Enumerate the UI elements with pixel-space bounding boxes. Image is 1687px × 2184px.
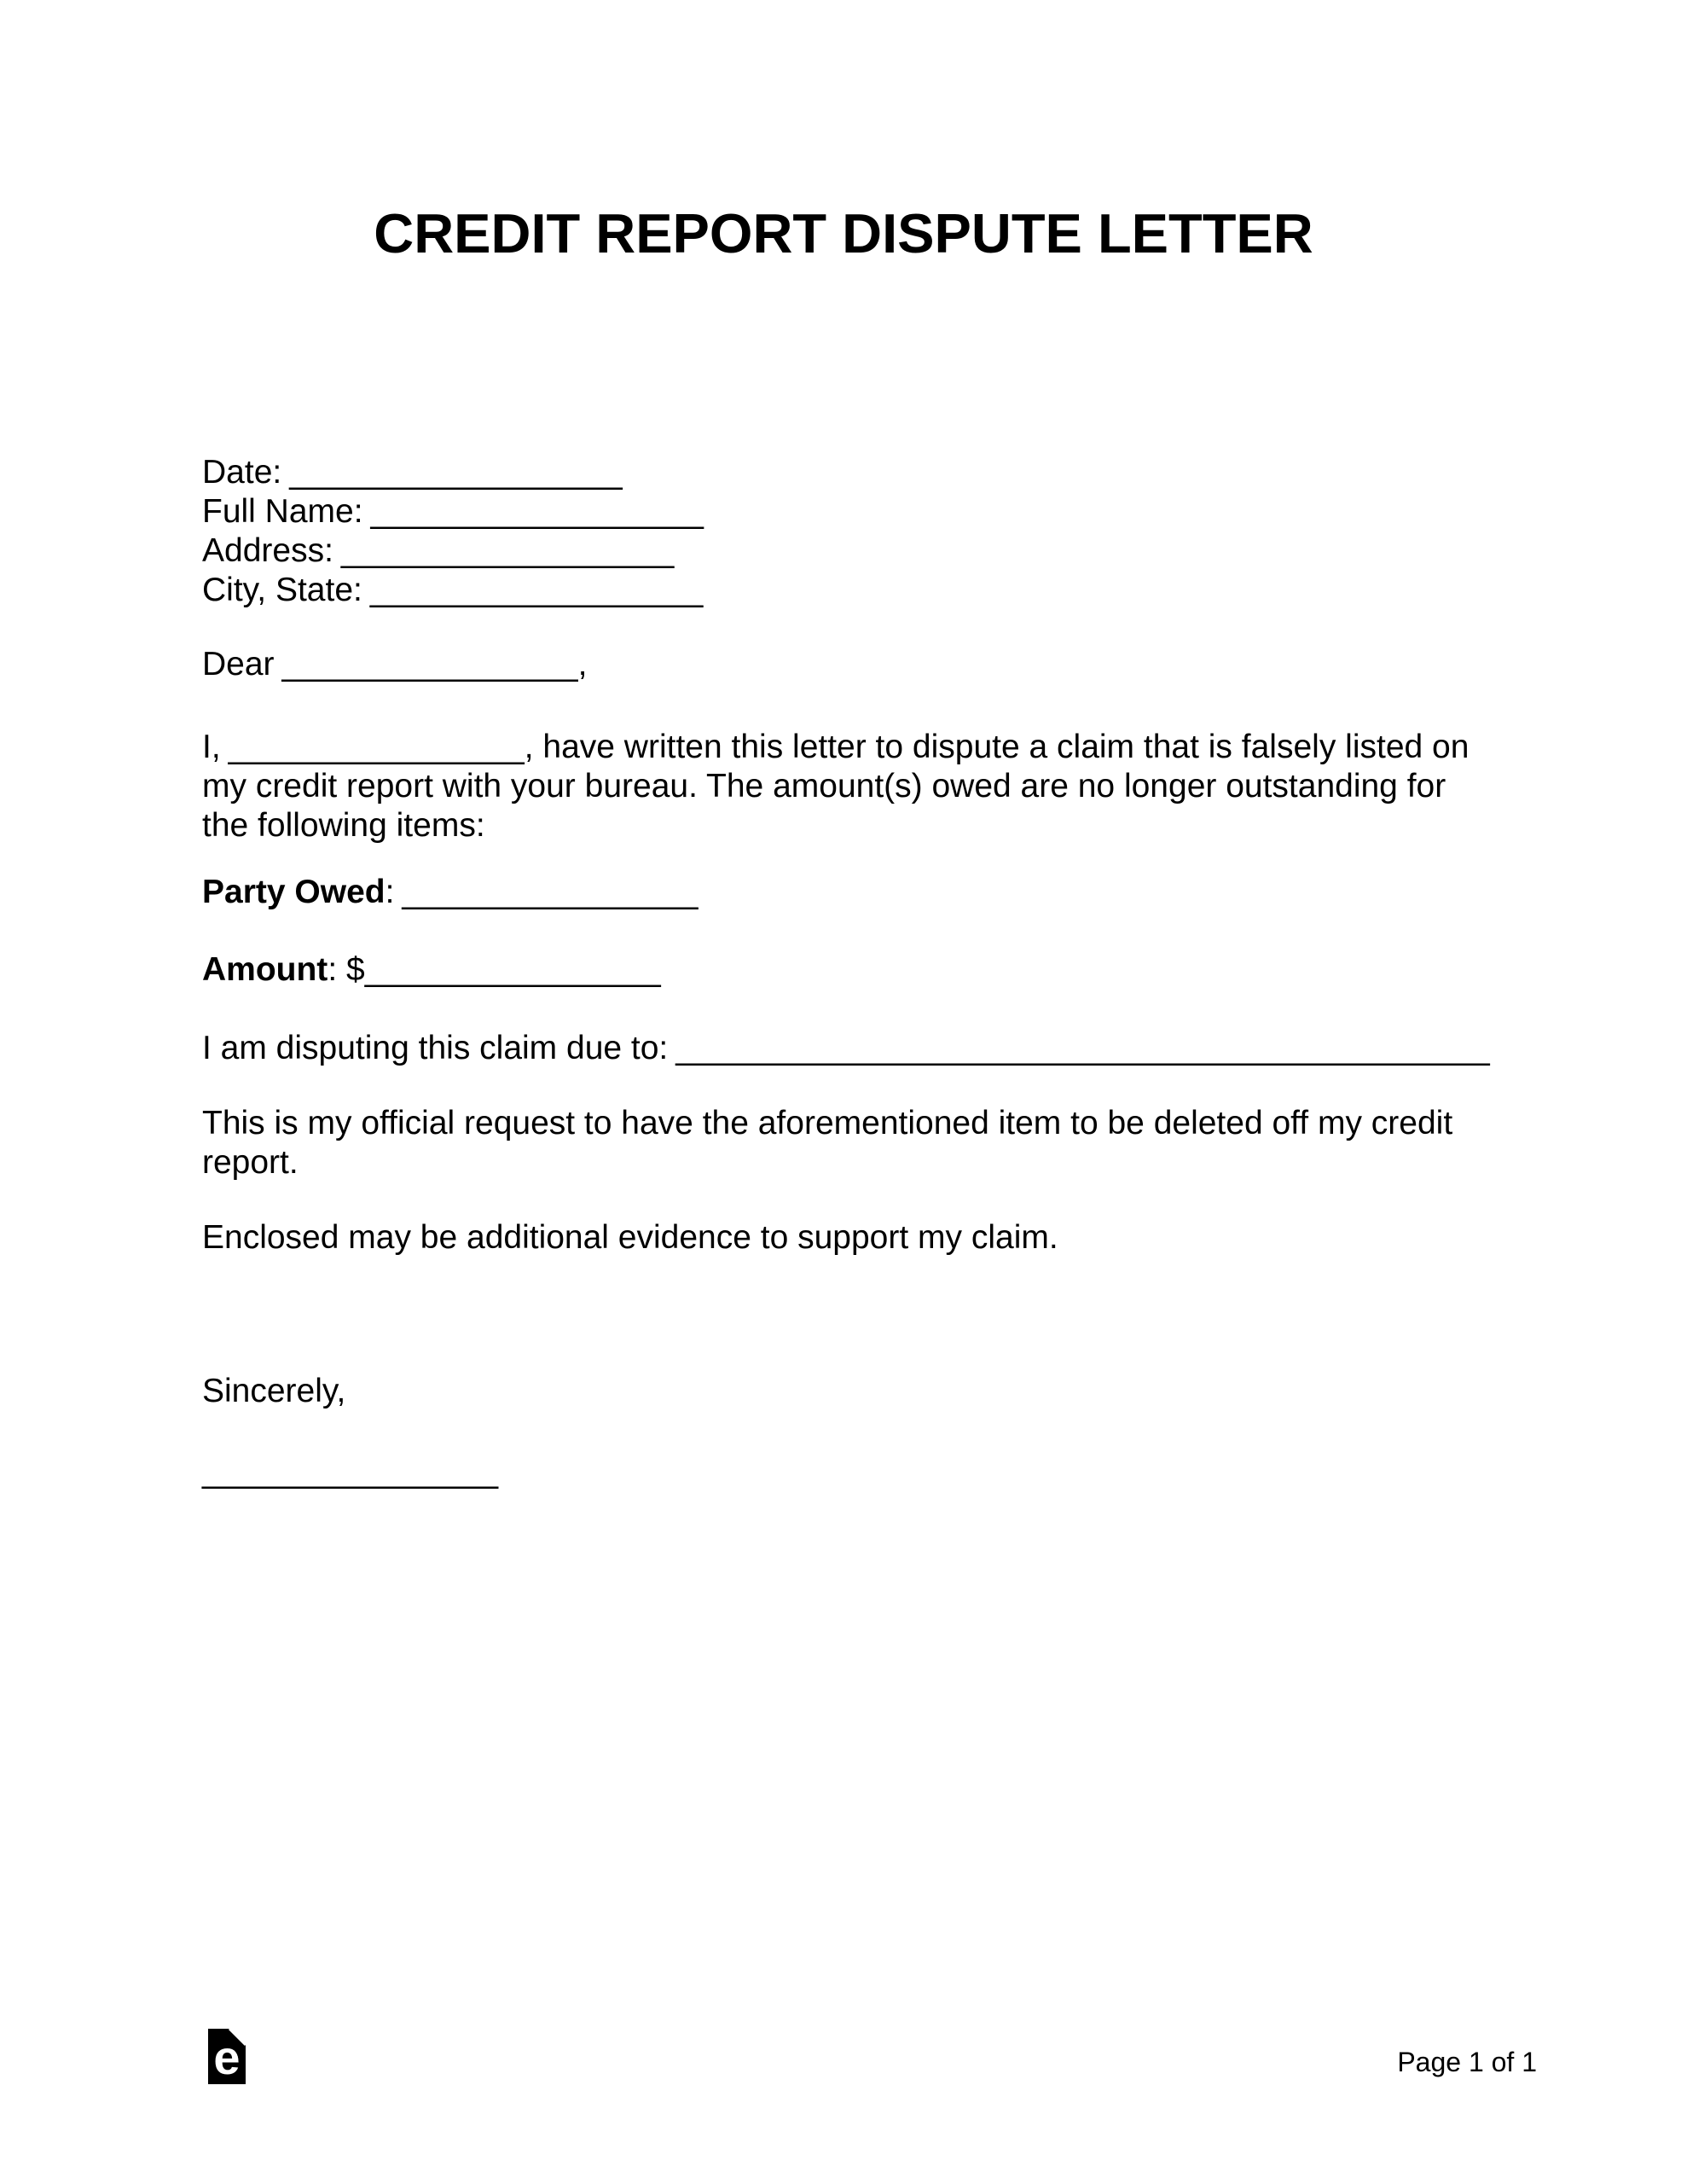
amount-separator: : $ — [328, 951, 365, 988]
opening-prefix: I, — [202, 729, 221, 765]
field-row-date — [202, 453, 704, 492]
salutation-suffix: , — [577, 646, 588, 682]
city-state-blank: __________________ — [369, 572, 704, 608]
dispute-reason-label: I am disputing this claim due to: — [202, 1030, 669, 1066]
salutation-prefix: Dear — [202, 646, 275, 682]
address-blank: __________________ — [340, 532, 675, 569]
enclosure-paragraph: Enclosed may be additional evidence to support my claim. — [202, 1219, 1058, 1256]
date-label: Date: — [202, 454, 282, 491]
amount-line — [202, 950, 661, 990]
amount-blank: ________________ — [364, 951, 661, 988]
dispute-reason-blank: ____________________________________________ — [675, 1030, 1490, 1066]
party-owed-separator: : — [385, 874, 395, 910]
page-indicator: Page 1 of 1 — [1397, 2047, 1537, 2077]
field-row-full-name — [202, 492, 704, 531]
address-label: Address: — [202, 532, 333, 569]
opening-body: , have written this letter to dispute a claim that is falsely listed on my credit report with your bureau. The amount(s) owed are no longer outstanding for the following items: — [202, 729, 1470, 844]
eforms-logo — [208, 2029, 246, 2084]
salutation-line — [202, 645, 587, 684]
sender-name-blank: ________________ — [228, 729, 525, 765]
signature-blank: ________________ — [202, 1453, 499, 1490]
party-owed-line — [202, 873, 698, 912]
date-blank: __________________ — [289, 454, 623, 491]
sender-info-block — [202, 453, 704, 610]
full-name-label: Full Name: — [202, 493, 363, 530]
party-owed-label: Party Owed — [202, 874, 386, 910]
recipient-name-blank: ________________ — [281, 646, 578, 682]
full-name-blank: __________________ — [370, 493, 704, 530]
closing-line: Sincerely, — [202, 1373, 346, 1409]
party-owed-blank: ________________ — [402, 874, 699, 910]
field-row-address — [202, 531, 704, 571]
request-paragraph: This is my official request to have the aforementioned item to be deleted off my credit report. — [202, 1105, 1453, 1181]
city-state-label: City, State: — [202, 572, 362, 608]
field-row-city-state — [202, 571, 704, 610]
dispute-reason-line — [202, 1029, 1575, 1068]
amount-label: Amount — [202, 951, 328, 988]
opening-paragraph — [202, 728, 1486, 845]
logo-letter: e — [213, 2030, 241, 2084]
page-title: CREDIT REPORT DISPUTE LETTER — [374, 202, 1313, 264]
document-page-icon — [208, 2029, 246, 2084]
